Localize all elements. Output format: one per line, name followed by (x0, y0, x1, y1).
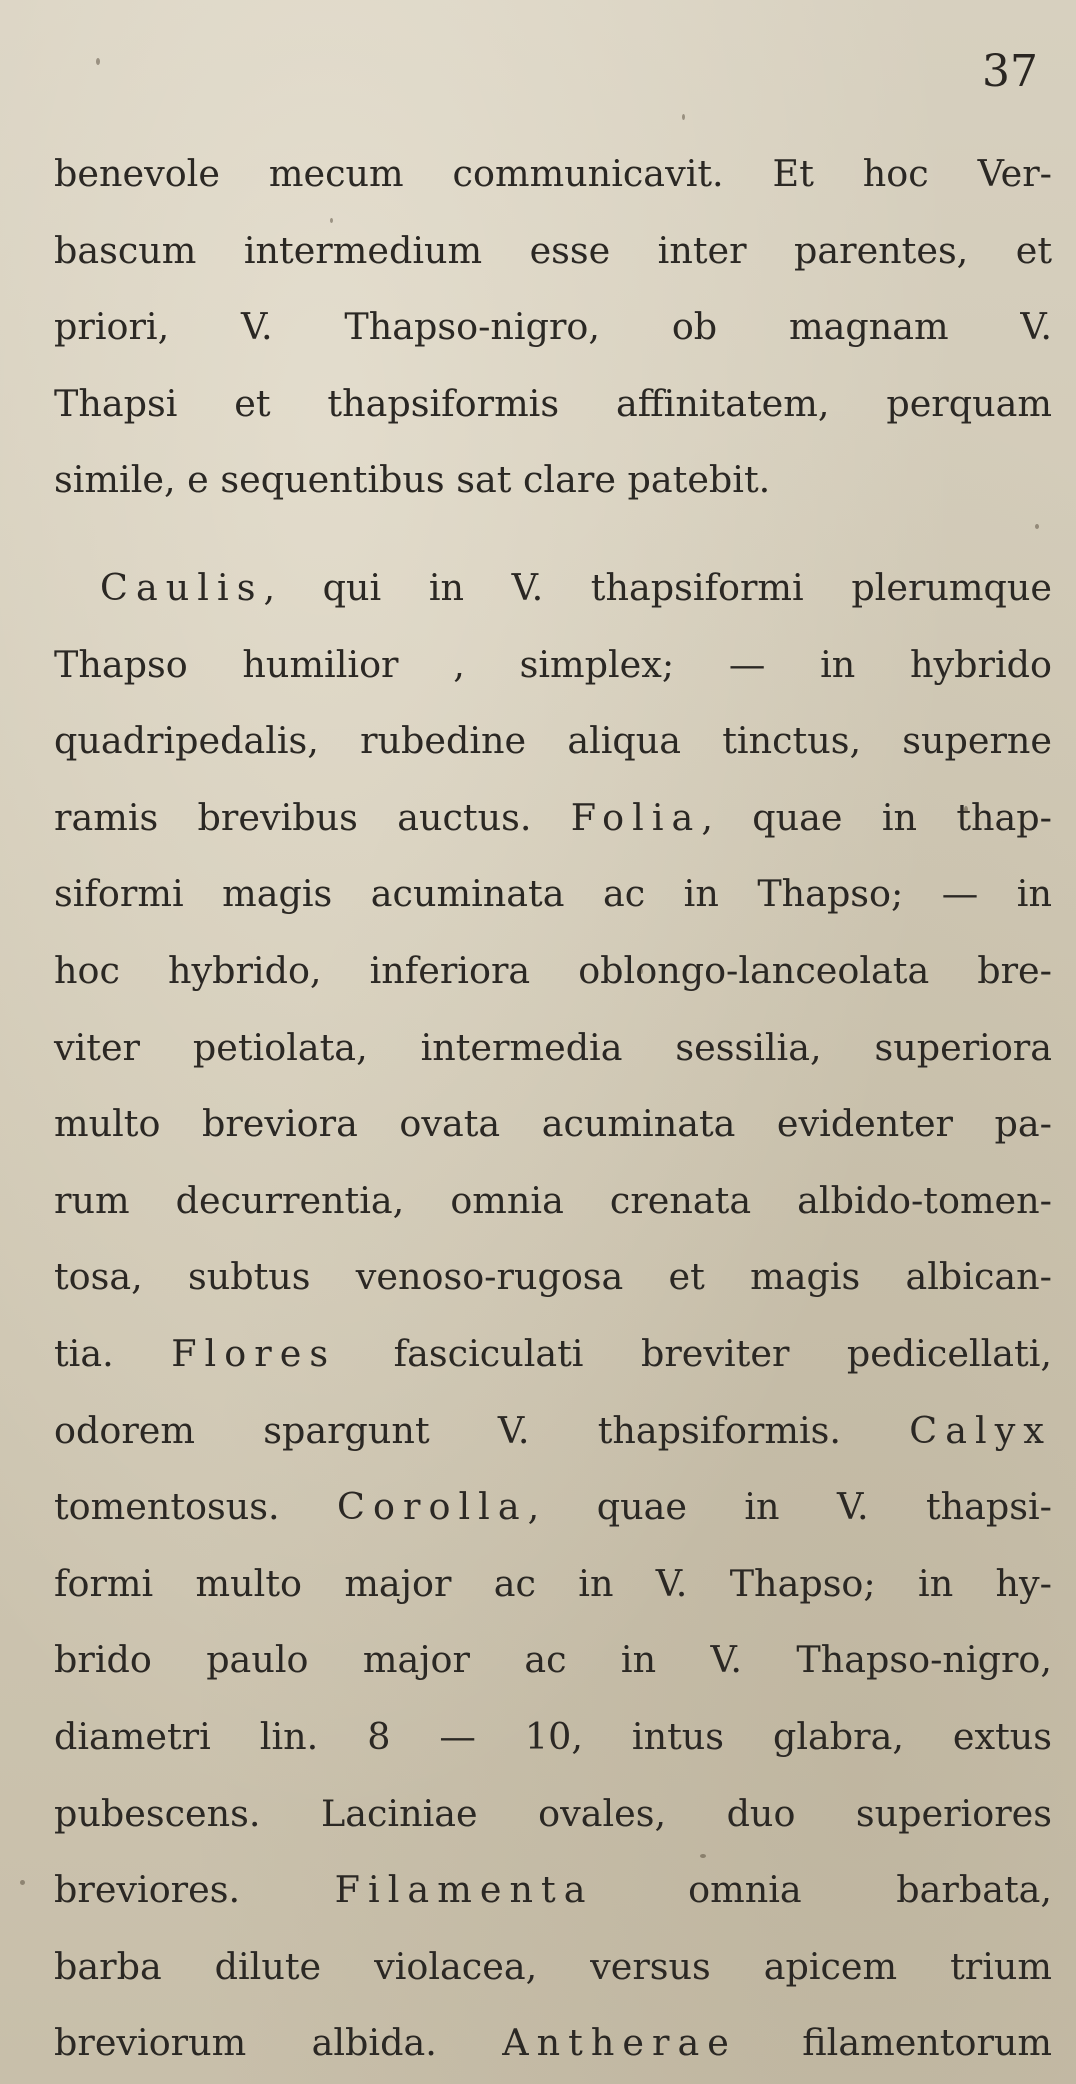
page-number: 37 (982, 46, 1038, 97)
text-line: rum decurrentia, omnia crenata albido-tomen- (54, 1178, 1052, 1222)
text-line: Caulis, qui in V. thapsiformi plerumque (100, 566, 1052, 609)
text-line: benevole mecum communicavit. Et hoc Ver- (54, 152, 1052, 195)
text-line: simile, e sequentibus sat clare patebit. (54, 458, 771, 502)
text-line: tia. Flores fasciculati breviter pedicellati, (54, 1331, 1052, 1375)
paper-speck (20, 1880, 25, 1885)
text-line: barba dilute violacea, versus apicem trium (54, 1944, 1052, 1988)
paragraph-1 (54, 136, 1052, 519)
term-filamenta: Filamenta (334, 1868, 594, 1912)
term-corolla: Corolla (337, 1485, 528, 1529)
text-line: hoc hybrido, inferiora oblongo-lanceolata bre- (54, 948, 1052, 992)
text-line: Thapsi et thapsiformis affinitatem, perquam (54, 381, 1052, 425)
paper-speck (682, 114, 685, 120)
text-line: tomentosus. Corolla, quae in V. thapsi- (54, 1485, 1053, 1529)
text-line: multo breviora ovata acuminata evidenter pa- (54, 1102, 1052, 1146)
term-flores: Flores (171, 1331, 337, 1375)
term-folia: Folia (570, 795, 702, 839)
paper-speck (330, 218, 333, 223)
paragraph-2 (54, 550, 1052, 2082)
text-line: Thapso humilior , simplex; — in hybrido (54, 642, 1052, 686)
text-line: bascum intermedium esse inter parentes, et (54, 228, 1052, 272)
text-line: quadripedalis, rubedine aliqua tinctus, superne (54, 719, 1052, 763)
paper-speck (640, 968, 643, 974)
text-line: ramis brevibus auctus. Folia, quae in thap- (54, 795, 1052, 839)
text-line: priori, V. Thapso-nigro, ob magnam V. (54, 305, 1052, 349)
text-line: breviores. Filamenta omnia barbata, (54, 1868, 1052, 1912)
text-line: brido paulo major ac in V. Thapso-nigro, (54, 1638, 1052, 1682)
paper-speck (1035, 524, 1039, 529)
text-line: viter petiolata, intermedia sessilia, superiora (54, 1025, 1052, 1069)
paper-speck (96, 58, 100, 65)
paper-speck (964, 806, 968, 813)
text-line: diametri lin. 8 — 10, intus glabra, extus (54, 1714, 1052, 1758)
text-line: formi multo major ac in V. Thapso; in hy- (54, 1561, 1052, 1605)
text-line: siformi magis acuminata ac in Thapso; — in (54, 872, 1052, 916)
text-line: breviorum albida. Antherae filamentorum (54, 2021, 1053, 2065)
text-line: odorem spargunt V. thapsiformis. Calyx (54, 1408, 1052, 1452)
text-line: tosa, subtus venoso-rugosa et magis albican- (54, 1255, 1052, 1299)
paper-speck (700, 1854, 706, 1858)
term-caulis: Caulis (100, 566, 264, 609)
text-line: pubescens. Laciniae ovales, duo superiores (54, 1791, 1052, 1835)
term-calyx: Calyx (909, 1408, 1052, 1452)
term-antherae: Antherae (502, 2021, 737, 2065)
